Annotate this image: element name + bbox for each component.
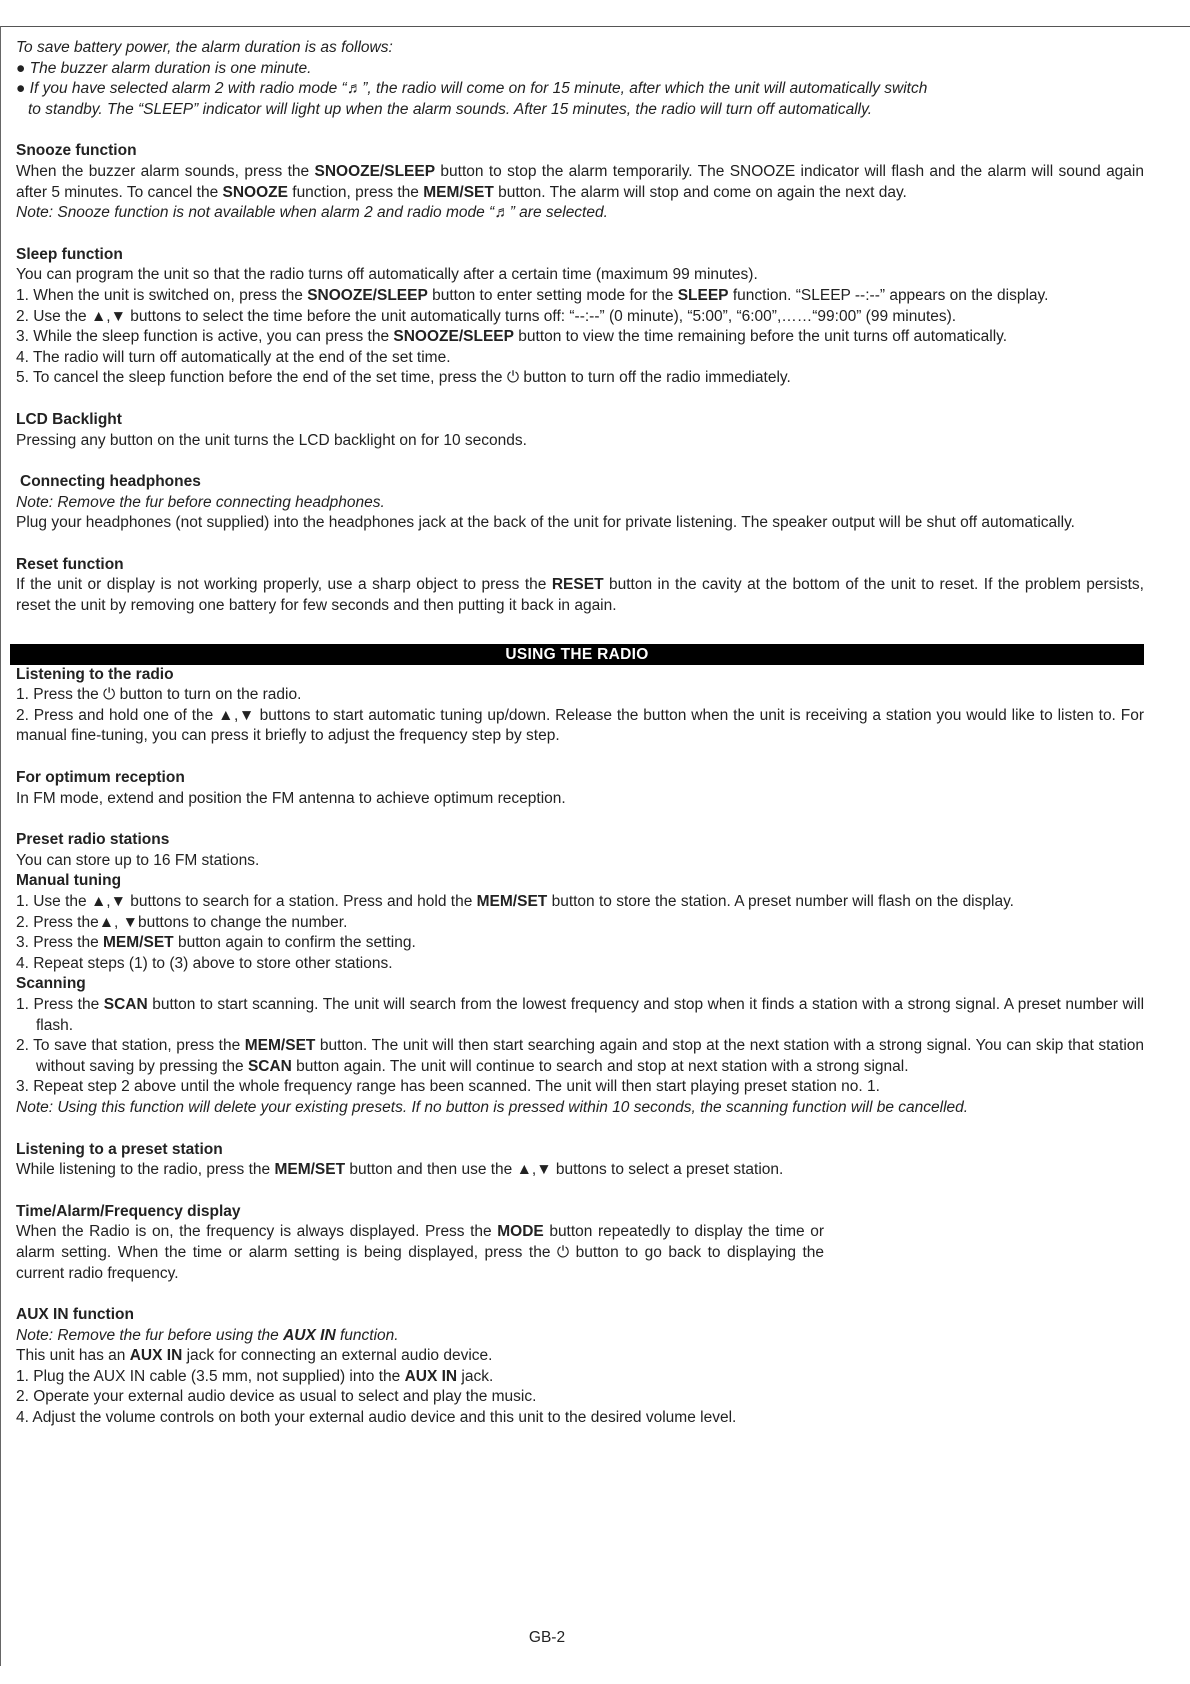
aux-step-1: 1. Plug the AUX IN cable (3.5 mm, not supplied) into the AUX IN jack.	[16, 1367, 494, 1385]
optimum-heading: For optimum reception	[16, 769, 185, 787]
reset-heading: Reset function	[16, 555, 124, 573]
scanning-heading: Scanning	[16, 975, 86, 993]
aux-intro: This unit has an AUX IN jack for connecting an external audio device.	[16, 1347, 493, 1365]
listening-step-2: 2. Press and hold one of the ▲,▼ buttons to start automatic tuning up/down. Release the button when the unit is receiving a station you would like to listen to. For manual fine-tuning, you can press it briefly to adjust the frequency step by step.	[16, 706, 1144, 745]
preset-heading: Preset radio stations	[16, 831, 170, 849]
page-number: GB-2	[528, 1629, 566, 1646]
manual-step-1: 1. Use the ▲,▼ buttons to search for a station. Press and hold the MEM/SET button to store the station. A preset number will flash on the display.	[16, 893, 1014, 910]
alarm-bullet-2-cont: to standby. The “SLEEP” indicator will light up when the alarm sounds. After 15 minutes, the radio will turn off automatically.	[28, 100, 873, 118]
alarm-bullet-2: ● If you have selected alarm 2 with radio mode “♬”, the radio will come on for 15 minute, after which the unit will automatically switch	[16, 80, 928, 98]
section-banner: USING THE RADIO	[10, 644, 1144, 665]
page-left-border	[0, 26, 1, 1666]
listening-heading: Listening to the radio	[16, 665, 174, 683]
reset-text: If the unit or display is not working properly, use a sharp object to press the RESET button in the cavity at the bottom of the unit to reset. If the problem persists, reset the unit by removing one battery for few seconds and then putting it back in again.	[16, 576, 1144, 615]
sleep-intro: You can program the unit so that the radio turns off automatically after a certain time (maximum 99 minutes).	[16, 266, 758, 284]
scan-step-2: 2. To save that station, press the MEM/SET button. The unit will then start searching again and stop at the next station with a strong signal. You can skip that station without saving by pressing the SCAN button again. The unit will continue to search and stop at next station with a strong signal.	[16, 1037, 1145, 1075]
headphones-note: Note: Remove the fur before connecting headphones.	[16, 493, 385, 511]
snooze-note: Note: Snooze function is not available when alarm 2 and radio mode “♬” are selected.	[16, 204, 608, 222]
display-text: When the Radio is on, the frequency is always displayed. Press the MODE button repeatedly to display the time or alarm setting. When the time or alarm setting is being displayed, press the ⏻ button to go back to displaying the current radio frequency.	[16, 1223, 824, 1282]
aux-step-2: 2. Operate your external audio device as usual to select and play the music.	[16, 1388, 537, 1406]
lcd-heading: LCD Backlight	[16, 410, 122, 428]
optimum-text: In FM mode, extend and position the FM antenna to achieve optimum reception.	[16, 789, 566, 807]
alarm-bullet-1: ● The buzzer alarm duration is one minute.	[16, 59, 312, 77]
display-heading: Time/Alarm/Frequency display	[16, 1202, 241, 1220]
manual-tuning-heading: Manual tuning	[16, 872, 122, 890]
listening-step-1: 1. Press the ⏻ button to turn on the radio.	[16, 686, 302, 704]
manual-page	[16, 38, 1144, 1429]
sleep-step-2: 2. Use the ▲,▼ buttons to select the time before the unit automatically turns off: “--:--” (0 minute), “5:00”, “6:00”,……“99:00” (99 minutes).	[16, 307, 957, 325]
aux-note: Note: Remove the fur before using the AUX IN function.	[16, 1326, 399, 1344]
manual-step-3: 3. Press the MEM/SET button again to confirm the setting.	[16, 934, 416, 952]
headphones-heading: Connecting headphones	[20, 473, 201, 491]
sleep-step-4: 4. The radio will turn off automatically at the end of the set time.	[16, 348, 451, 366]
page-top-border	[0, 26, 1190, 27]
preset-intro: You can store up to 16 FM stations.	[16, 851, 260, 869]
lcd-text: Pressing any button on the unit turns the LCD backlight on for 10 seconds.	[16, 431, 527, 449]
scan-note: Note: Using this function will delete your existing presets. If no button is pressed within 10 seconds, the scanning function will be cancelled.	[16, 1098, 969, 1116]
listen-preset-heading: Listening to a preset station	[16, 1140, 223, 1158]
sleep-step-3: 3. While the sleep function is active, you can press the SNOOZE/SLEEP button to view the time remaining before the unit turns off automatically.	[16, 328, 1008, 346]
snooze-heading: Snooze function	[16, 142, 137, 160]
snooze-text: When the buzzer alarm sounds, press the SNOOZE/SLEEP button to stop the alarm temporarily. The SNOOZE indicator will flash and the alarm will sound again after 5 minutes. To cancel the SNOOZE function, press the MEM/SET button. The alarm will stop and come on again the next day.	[16, 162, 1144, 201]
alarm-intro: To save battery power, the alarm duration is as follows:	[16, 39, 393, 56]
manual-step-4: 4. Repeat steps (1) to (3) above to store other stations.	[16, 954, 393, 972]
manual-step-2: 2. Press the▲, ▼buttons to change the number.	[16, 913, 348, 931]
aux-step-4: 4. Adjust the volume controls on both your external audio device and this unit to the desired volume level.	[16, 1409, 737, 1427]
scan-step-3: 3. Repeat step 2 above until the whole frequency range has been scanned. The unit will then start playing preset station no. 1.	[16, 1078, 880, 1096]
listen-preset-text: While listening to the radio, press the MEM/SET button and then use the ▲,▼ buttons to select a preset station.	[16, 1161, 784, 1179]
headphones-text: Plug your headphones (not supplied) into the headphones jack at the back of the unit for private listening. The speaker output will be shut off automatically.	[16, 514, 1075, 532]
sleep-step-5: 5. To cancel the sleep function before the end of the set time, press the ⏻ button to turn off the radio immediately.	[16, 369, 791, 387]
sleep-step-1: 1. When the unit is switched on, press the SNOOZE/SLEEP button to enter setting mode for the SLEEP function. “SLEEP --:--” appears on the display.	[16, 286, 1049, 304]
scan-step-1: 1. Press the SCAN button to start scanning. The unit will search from the lowest frequency and stop when it finds a station with a strong signal. A preset number will flash.	[16, 995, 1145, 1034]
sleep-heading: Sleep function	[16, 245, 123, 263]
aux-heading: AUX IN function	[16, 1306, 134, 1324]
